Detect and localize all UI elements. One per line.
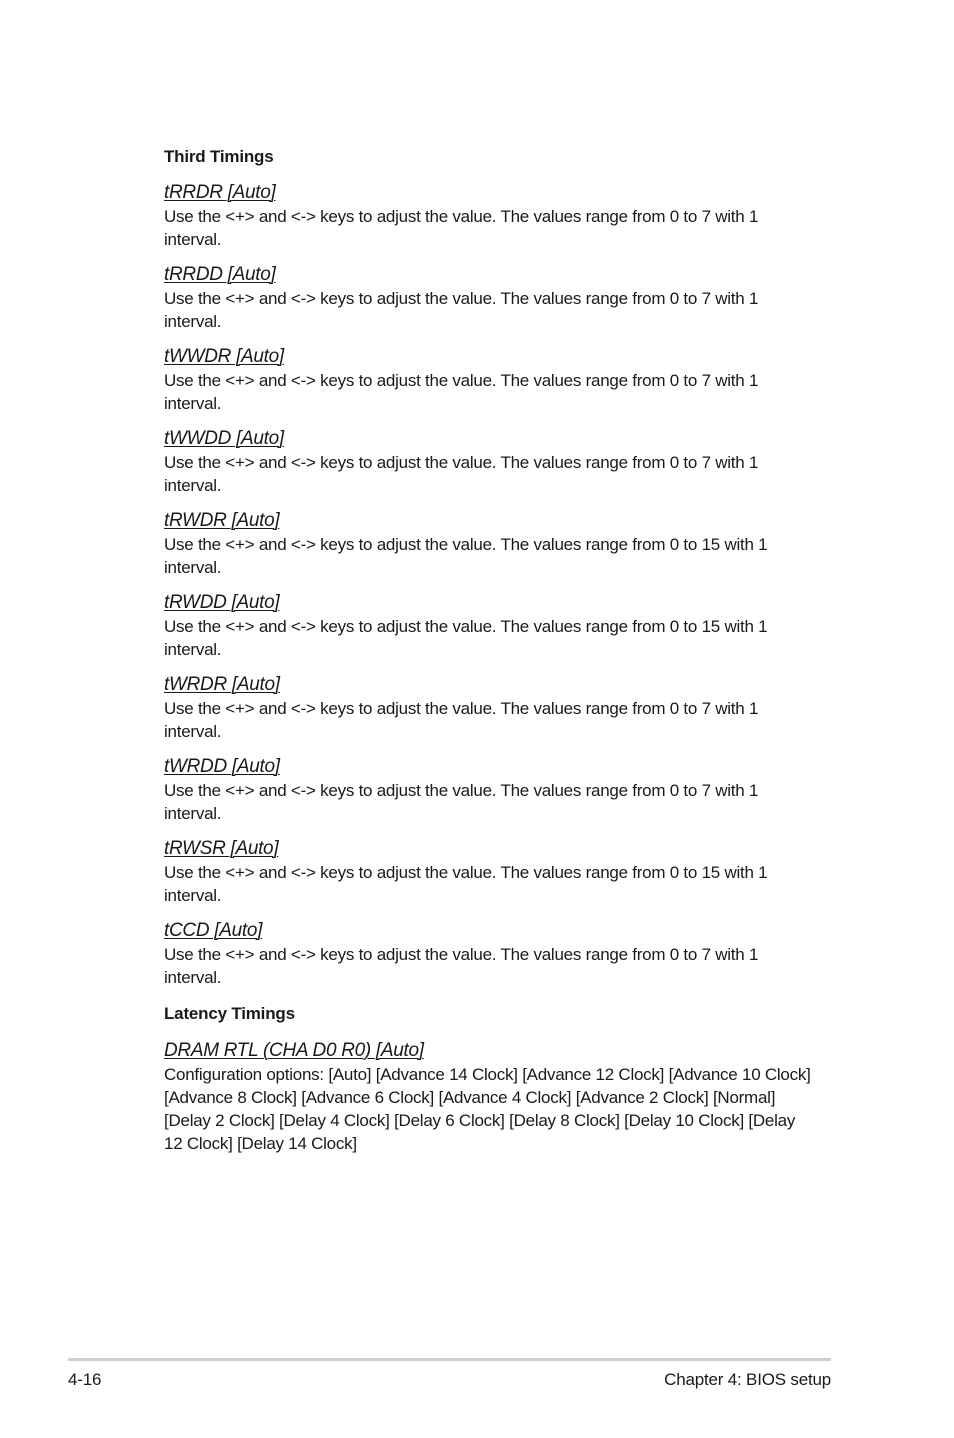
footer-divider: [68, 1358, 831, 1361]
setting-description: Use the <+> and <-> keys to adjust the value. The values range from 0 to 7 with 1 interval.: [164, 945, 759, 987]
setting-item: [164, 509, 814, 579]
setting-description: Use the <+> and <-> keys to adjust the value. The values range from 0 to 7 with 1 interval.: [164, 699, 759, 741]
setting-description: Use the <+> and <-> keys to adjust the value. The values range from 0 to 7 with 1 interval.: [164, 781, 759, 823]
setting-description: Use the <+> and <-> keys to adjust the value. The values range from 0 to 15 with 1 interval.: [164, 863, 768, 905]
setting-title: tWRDR [Auto]: [164, 674, 280, 695]
setting-description: Use the <+> and <-> keys to adjust the value. The values range from 0 to 15 with 1 interval.: [164, 617, 768, 659]
setting-item: [164, 755, 814, 825]
setting-item: [164, 919, 814, 989]
setting-item: [164, 837, 814, 907]
section-heading-latency-timings: Latency Timings: [164, 1004, 295, 1023]
setting-item: [164, 181, 814, 251]
setting-title: tRRDR [Auto]: [164, 182, 276, 203]
page-number: 4-16: [68, 1370, 102, 1389]
setting-description: Use the <+> and <-> keys to adjust the value. The values range from 0 to 7 with 1 interval.: [164, 453, 759, 495]
setting-description: Use the <+> and <-> keys to adjust the value. The values range from 0 to 15 with 1 interval.: [164, 535, 768, 577]
setting-description: Configuration options: [Auto] [Advance 14 Clock] [Advance 12 Clock] [Advance 10 Clock] [Advance 8 Clock] [Advance 6 Clock] [Advance 4 Clock] [Advance 2 Clock] [Normal] [Delay 2 Clock] [Delay 4 Clock] [Delay 6 Clock] [Delay 8 Clock] [Delay 10 Clock] [Delay 12 Clock] [Delay 14 Clock]: [164, 1065, 811, 1153]
chapter-title: Chapter 4: BIOS setup: [664, 1370, 831, 1389]
setting-item: [164, 263, 814, 333]
setting-description: Use the <+> and <-> keys to adjust the value. The values range from 0 to 7 with 1 interval.: [164, 289, 759, 331]
setting-title: tRWDD [Auto]: [164, 592, 280, 613]
setting-title: tRRDD [Auto]: [164, 264, 276, 285]
setting-item: [164, 673, 814, 743]
setting-title: tWWDR [Auto]: [164, 346, 284, 367]
setting-item: [164, 591, 814, 661]
setting-title: tWRDD [Auto]: [164, 756, 280, 777]
setting-title: tRWDR [Auto]: [164, 510, 280, 531]
page-content: [164, 146, 814, 1167]
setting-item: [164, 427, 814, 497]
setting-title: DRAM RTL (CHA D0 R0) [Auto]: [164, 1040, 424, 1061]
setting-title: tCCD [Auto]: [164, 920, 263, 941]
setting-description: Use the <+> and <-> keys to adjust the value. The values range from 0 to 7 with 1 interval.: [164, 207, 759, 249]
setting-title: tWWDD [Auto]: [164, 428, 284, 449]
setting-title: tRWSR [Auto]: [164, 838, 279, 859]
setting-description: Use the <+> and <-> keys to adjust the value. The values range from 0 to 7 with 1 interval.: [164, 371, 759, 413]
section-heading-third-timings: Third Timings: [164, 147, 274, 166]
setting-item: [164, 345, 814, 415]
setting-item: [164, 1039, 814, 1155]
